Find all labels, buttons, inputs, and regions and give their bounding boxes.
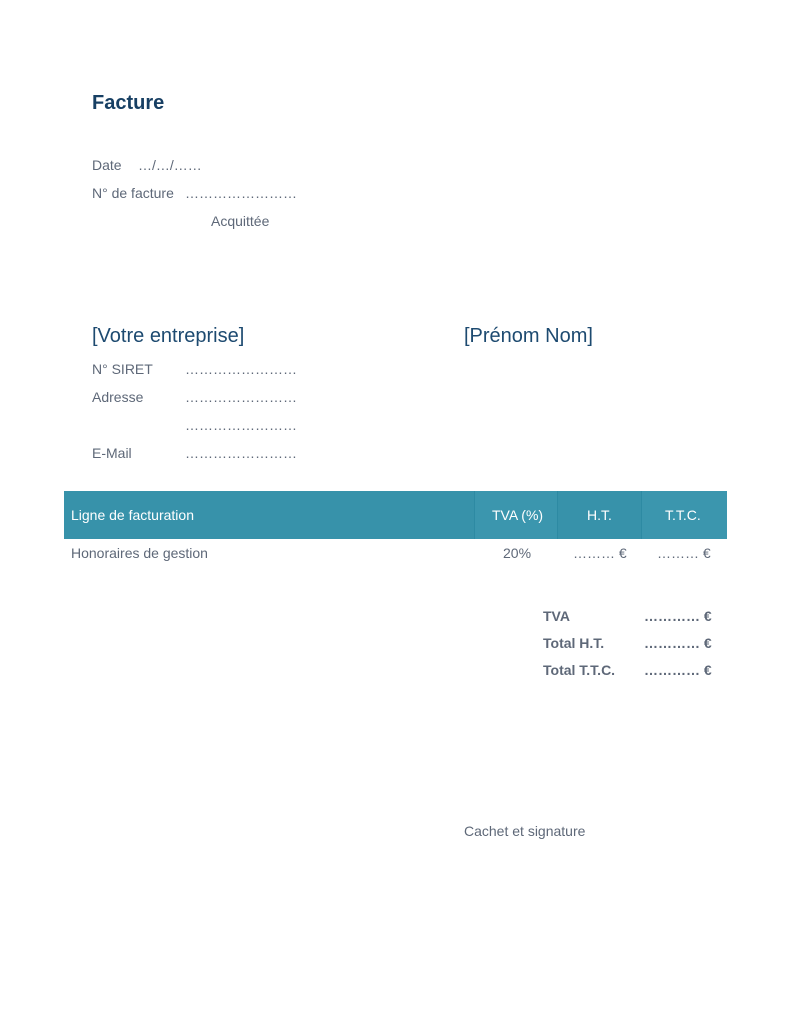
row-ttc: ……… € xyxy=(657,545,711,561)
row-description: Honoraires de gestion xyxy=(71,545,208,561)
column-header-ttc: T.T.C. xyxy=(665,507,701,523)
address-line-1: …………………… xyxy=(185,389,297,405)
column-header-tva: TVA (%) xyxy=(492,507,544,523)
email-label: E-Mail xyxy=(92,445,132,461)
signature-label: Cachet et signature xyxy=(464,823,586,839)
invoice-title: Facture xyxy=(92,92,165,114)
row-tva: 20% xyxy=(503,545,532,561)
address-line-2: …………………… xyxy=(185,417,297,433)
invoice-number-label: N° de facture xyxy=(92,185,174,201)
siret-label: N° SIRET xyxy=(92,361,153,377)
column-header-ht: H.T. xyxy=(587,507,612,523)
total-tva-value: ………… € xyxy=(644,608,712,624)
date-value: …/…/…… xyxy=(138,157,202,173)
siret-value: …………………… xyxy=(185,361,297,377)
client-name: [Prénom Nom] xyxy=(464,325,593,347)
total-ttc-label: Total T.T.C. xyxy=(543,662,616,678)
invoice-number-value: …………………… xyxy=(185,185,297,201)
total-tva-label: TVA xyxy=(543,608,570,624)
table-header xyxy=(64,491,727,539)
email-value: …………………… xyxy=(185,445,297,461)
date-label: Date xyxy=(92,157,122,173)
total-ht-value: ………… € xyxy=(644,635,712,651)
row-ht: ……… € xyxy=(573,545,627,561)
company-name: [Votre entreprise] xyxy=(92,325,245,347)
total-ttc-value: ………… € xyxy=(644,662,712,678)
total-ht-label: Total H.T. xyxy=(543,635,605,651)
column-header-line: Ligne de facturation xyxy=(71,507,194,523)
status-label: Acquittée xyxy=(211,213,270,229)
address-label: Adresse xyxy=(92,389,144,405)
